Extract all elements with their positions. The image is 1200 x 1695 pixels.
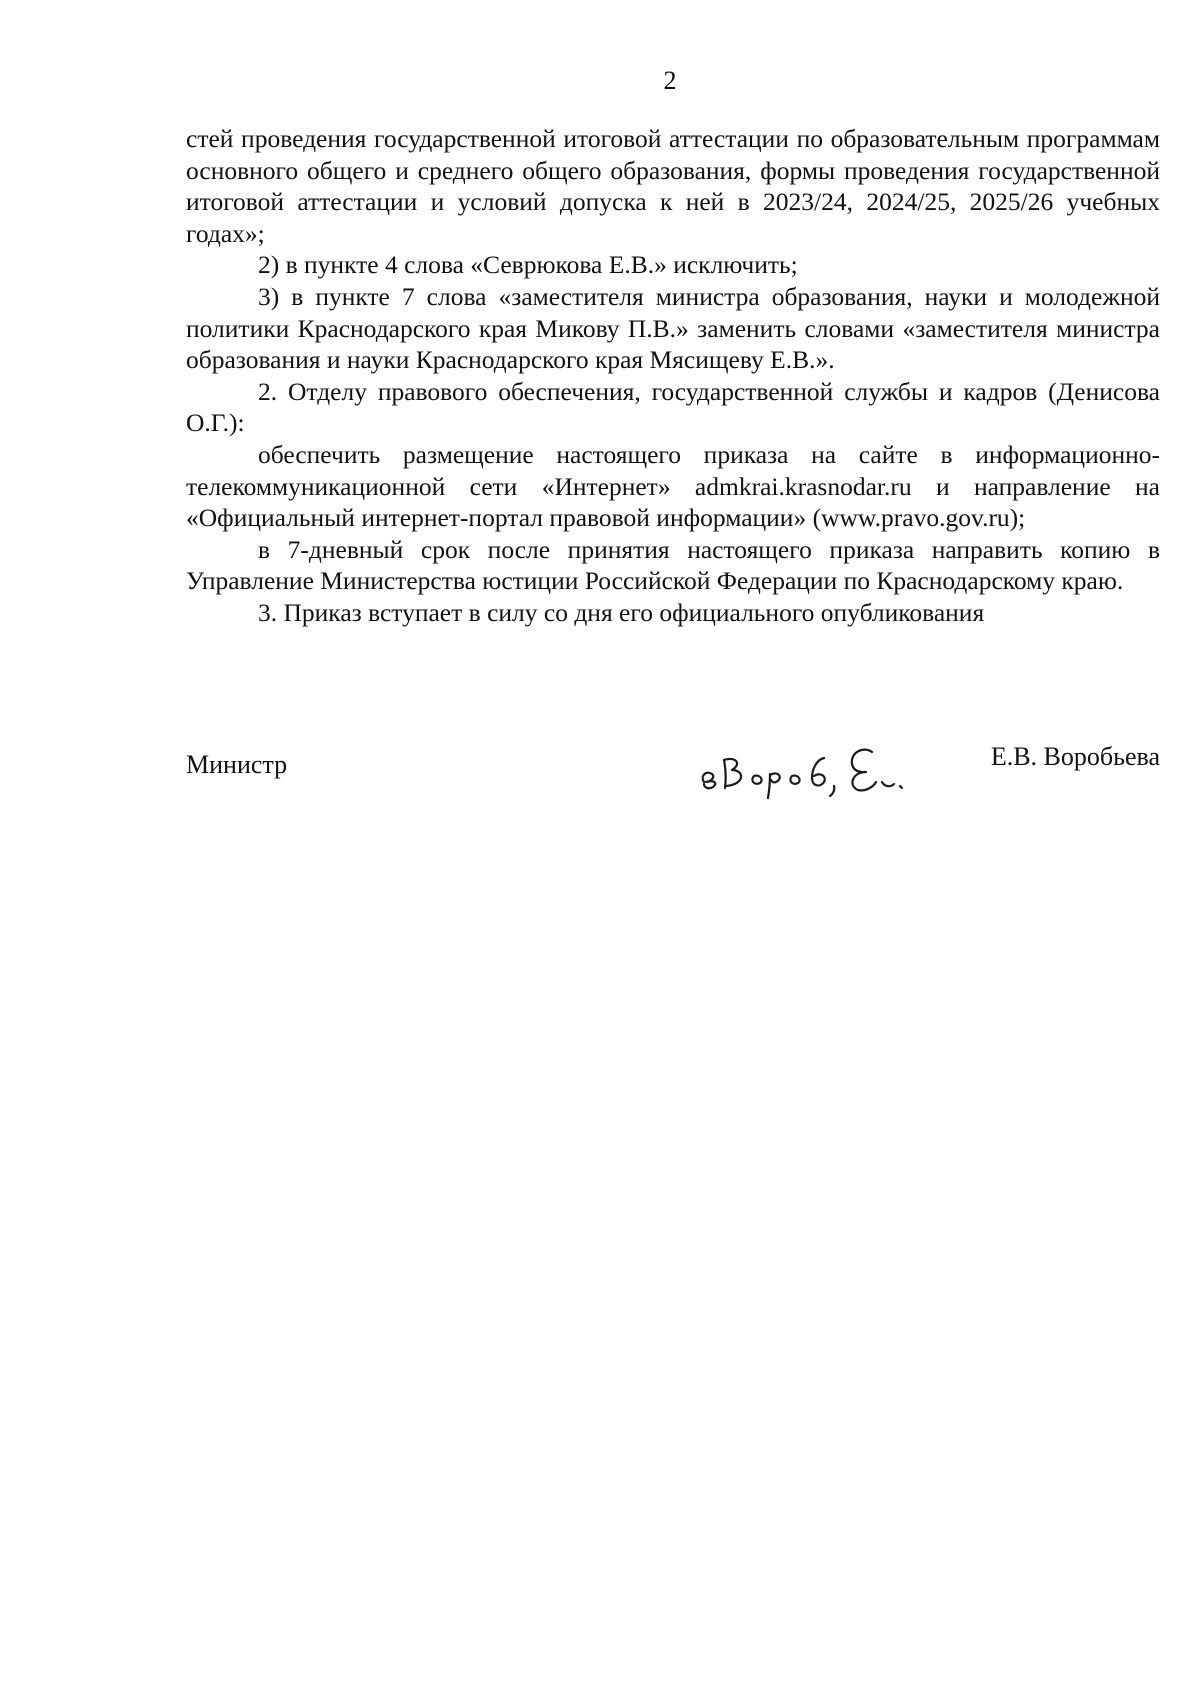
document-body [186,123,1160,629]
paragraph-publish-order: обеспечить размещение настоящего приказа на сайте в информационно-телекоммуникационной сети «Интернет» admkrai.krasnodar.ru и направление на «Официальный интернет-портал правовой информации» (www.pravo.gov.ru); [186,439,1160,533]
paragraph-item-3: 3) в пункте 7 слова «заместителя министра образования, науки и молодежной политики Краснодарского края Микову П.В.» заменить словами «заместителя министра образования и науки Краснодарского края Мясищеву Е.В.». [186,281,1160,375]
paragraph-continuation: стей проведения государственной итоговой аттестации по образовательным программам основного общего и среднего общего образования, формы проведения государственной итоговой аттестации и условий допуска к ней в 2023/24, 2024/25, 2025/26 учебных годах»; [186,124,1160,248]
signatory-title: Министр [186,750,288,779]
signature-block [186,730,1160,810]
page-number: 2 [663,66,677,95]
signatory-name: Е.В. Воробьева [990,742,1160,771]
paragraph-section-2: 2. Отделу правового обеспечения, государственной службы и кадров (Денисова О.Г.): [186,376,1160,438]
paragraph-item-2: 2) в пункте 4 слова «Севрюкова Е.В.» исключить; [258,250,798,280]
handwritten-signature [696,730,936,800]
paragraph-section-3: 3. Приказ вступает в силу со дня его официального опубликования [258,597,985,627]
paragraph-copy-order: в 7-дневный срок после принятия настоящего приказа направить копию в Управление Министерства юстиции Российской Федерации по Краснодарскому краю. [186,534,1160,596]
